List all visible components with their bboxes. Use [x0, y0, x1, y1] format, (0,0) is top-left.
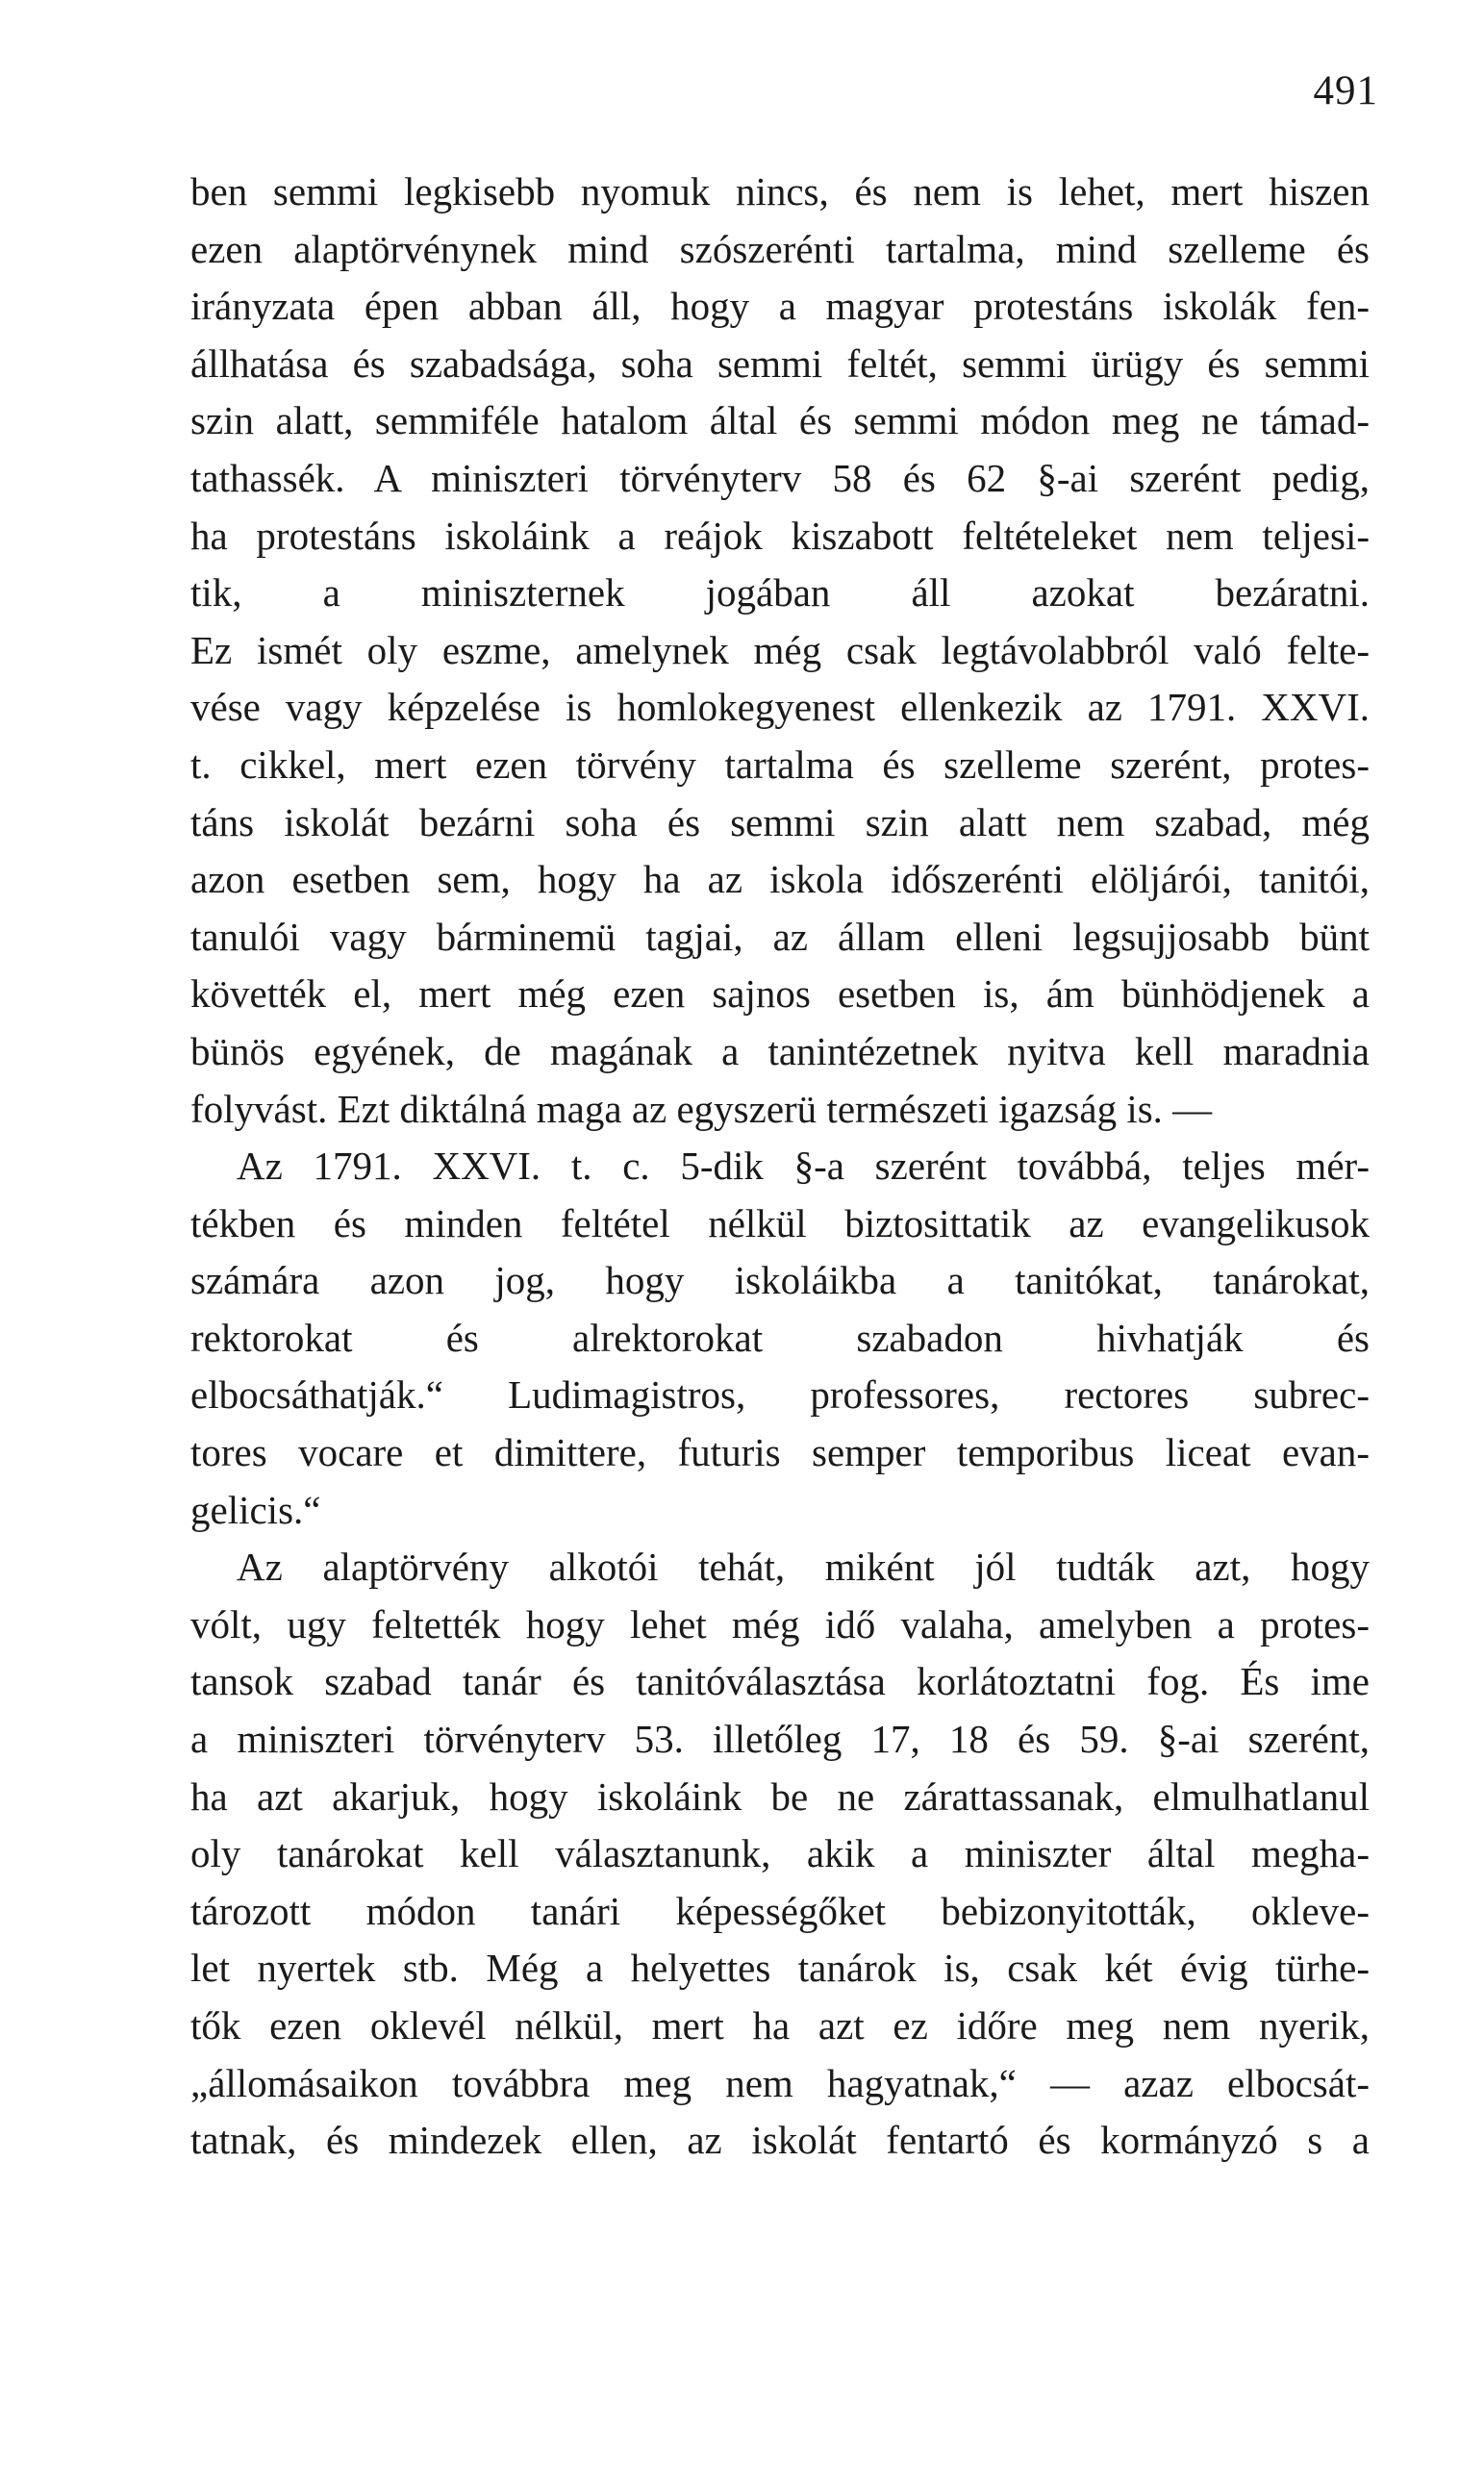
- text-line: Ez ismét oly eszme, amelynek még csak legtávolabbról való felte-: [190, 627, 1370, 672]
- text-line: a miniszteri törvényterv 53. illetőleg 17, 18 és 59. §-ai szerént,: [190, 1717, 1370, 1762]
- text-line: követték el, mert még ezen sajnos esetben is, ám bünhödjenek a: [190, 971, 1370, 1017]
- text-line: tők ezen oklevél nélkül, mert ha azt ez időre meg nem nyerik,: [190, 2003, 1370, 2048]
- text-line: bünös egyének, de magának a tanintézetnek nyitva kell maradnia: [190, 1028, 1370, 1073]
- text-line: elbocsáthatják.“ Ludimagistros, professores, rectores subrec-: [190, 1372, 1370, 1418]
- text-line: oly tanárokat kell választanunk, akik a miniszter által megha-: [190, 1831, 1370, 1876]
- text-line: állhatása és szabadsága, soha semmi feltét, semmi ürügy és semmi: [190, 340, 1370, 386]
- text-line: irányzata épen abban áll, hogy a magyar protestáns iskolák fen-: [190, 284, 1370, 329]
- text-line: tanulói vagy bárminemü tagjai, az állam elleni legsujjosabb bünt: [190, 914, 1370, 959]
- text-line: tores vocare et dimittere, futuris semper temporibus liceat evan-: [190, 1430, 1370, 1475]
- text-line: tározott módon tanári képességőket bebizonyitották, okleve-: [190, 1888, 1370, 1933]
- text-line: folyvást. Ezt diktálná maga az egyszerü természeti igazság is. —: [190, 1086, 1213, 1131]
- text-line: Az 1791. XXVI. t. c. 5-dik §-a szerént továbbá, teljes mér-: [237, 1144, 1370, 1189]
- text-line: ben semmi legkisebb nyomuk nincs, és nem is lehet, mert hiszen: [190, 169, 1370, 214]
- text-line: Az alaptörvény alkotói tehát, miként jól tudták azt, hogy: [237, 1545, 1370, 1590]
- text-line: vólt, ugy feltették hogy lehet még idő valaha, amelyben a protes-: [190, 1601, 1370, 1647]
- text-line: azon esetben sem, hogy ha az iskola időszerénti elöljárói, tanitói,: [190, 857, 1370, 902]
- text-line: táns iskolát bezárni soha és semmi szin alatt nem szabad, még: [190, 799, 1370, 844]
- text-line: tatnak, és mindezek ellen, az iskolát fentartó és kormányzó s a: [190, 2118, 1370, 2163]
- text-line: ezen alaptörvénynek mind szószerénti tartalma, mind szelleme és: [190, 226, 1370, 271]
- text-line: let nyertek stb. Még a helyettes tanárok is, csak két évig türhe-: [190, 1946, 1370, 1991]
- text-line: ha azt akarjuk, hogy iskoláink be ne zárattassanak, elmulhatlanul: [190, 1773, 1370, 1819]
- text-line: tathassék. A miniszteri törvényterv 58 és 62 §-ai szerént pedig,: [190, 455, 1370, 500]
- text-line: szin alatt, semmiféle hatalom által és semmi módon meg ne támad-: [190, 398, 1370, 443]
- text-line: „állomásaikon továbbra meg nem hagyatnak,“ — azaz elbocsát-: [190, 2060, 1370, 2105]
- body-text: [190, 163, 1370, 2170]
- text-line: tansok szabad tanár és tanitóválasztása korlátoztatni fog. És ime: [190, 1659, 1370, 1704]
- text-line: tékben és minden feltétel nélkül biztosittatik az evangelikusok: [190, 1200, 1370, 1245]
- text-line: rektorokat és alrektorokat szabadon hivhatják és: [190, 1315, 1370, 1360]
- text-line: gelicis.“: [190, 1487, 321, 1532]
- text-line: vése vagy képzelése is homlokegyenest ellenkezik az 1791. XXVI.: [190, 685, 1370, 730]
- text-line: tik, a miniszternek jogában áll azokat bezáratni.: [190, 570, 1370, 616]
- text-line: t. cikkel, mert ezen törvény tartalma és szelleme szerént, protes-: [190, 742, 1370, 787]
- text-line: számára azon jog, hogy iskoláikba a tanitókat, tanárokat,: [190, 1258, 1370, 1303]
- text-line: ha protestáns iskoláink a reájok kiszabott feltételeket nem teljesi-: [190, 513, 1370, 558]
- page-number: 491: [1313, 68, 1378, 113]
